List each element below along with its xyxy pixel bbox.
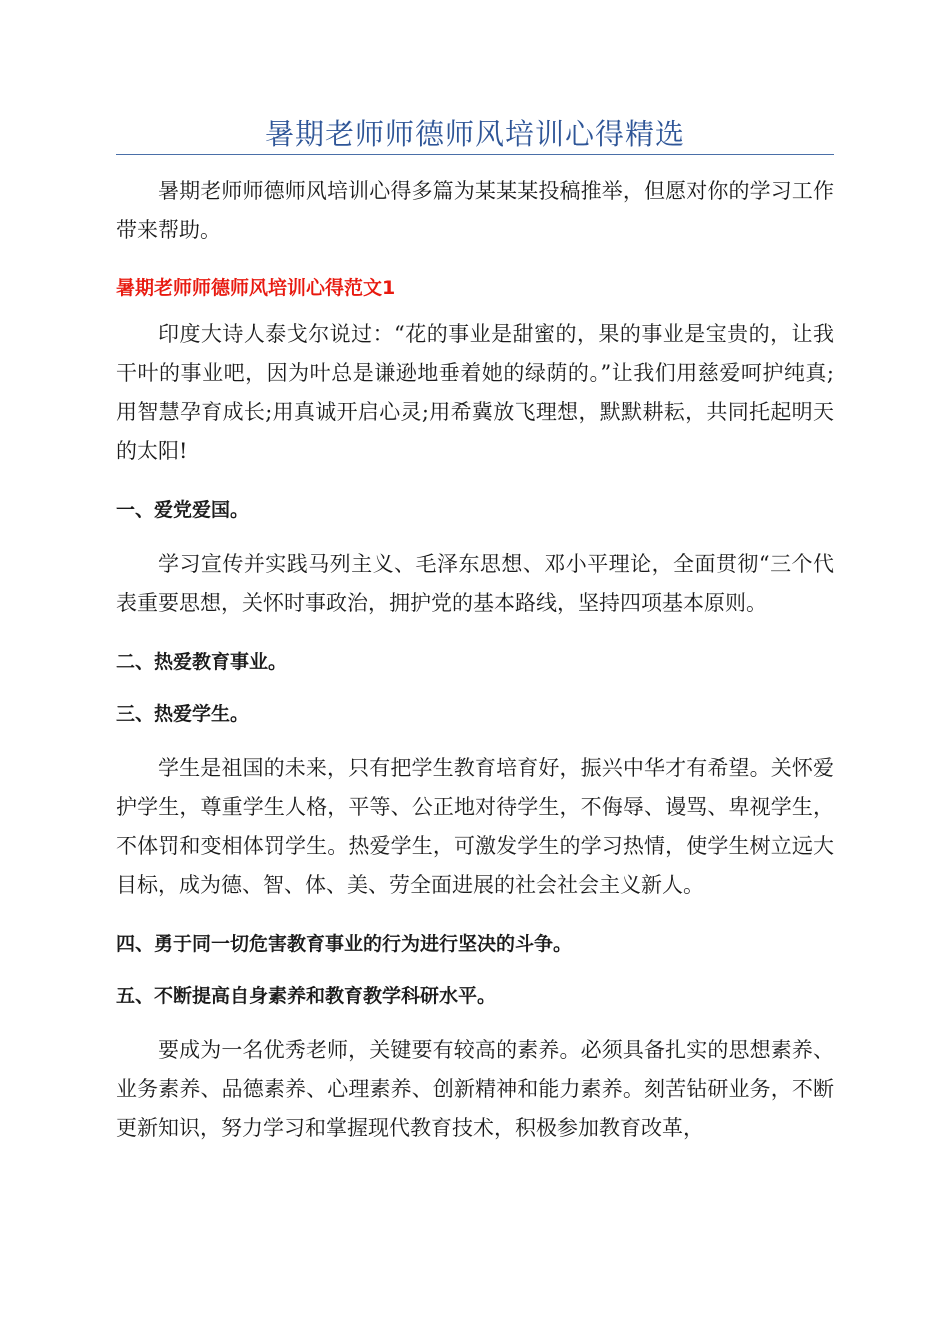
document-body bbox=[116, 172, 834, 1148]
intro-paragraph: 暑期老师师德师风培训心得多篇为某某某投稿推举，但愿对你的学习工作带来帮助。 bbox=[116, 179, 834, 242]
section-title: 暑期老师师德师风培训心得范文1 bbox=[116, 277, 396, 299]
paragraph-quote: 印度大诗人泰戈尔说过：“花的事业是甜蜜的，果的事业是宝贵的，让我干叶的事业吧，因为叶总是谦逊地垂着她的绿荫的。”让我们用慈爱呵护纯真;用智慧孕育成长;用真诚开启心灵;用希冀放飞理想，默默耕耘，共同托起明天的太阳! bbox=[116, 322, 834, 463]
paragraph-quality: 要成为一名优秀老师，关键要有较高的素养。必须具备扎实的思想素养、业务素养、品德素养、心理素养、创新精神和能力素养。刻苦钻研业务，不断更新知识，努力学习和掌握现代教育技术，积极参加教育改革， bbox=[116, 1038, 834, 1140]
heading-improve: 五、不断提高自身素养和教育教学科研水平。 bbox=[116, 985, 497, 1007]
paragraph-study: 学习宣传并实践马列主义、毛泽东思想、邓小平理论，全面贯彻“三个代表重要思想，关怀时事政治，拥护党的基本路线，坚持四项基本原则。 bbox=[116, 552, 834, 615]
heading-fight: 四、勇于同一切危害教育事业的行为进行坚决的斗争。 bbox=[116, 933, 573, 955]
paragraph-students: 学生是祖国的未来，只有把学生教育培育好，振兴中华才有希望。关怀爱护学生，尊重学生人格，平等、公正地对待学生，不侮辱、谩骂、卑视学生，不体罚和变相体罚学生。热爱学生，可激发学生的学习热情，使学生树立远大目标，成为德、智、体、美、劳全面进展的社会社会主义新人。 bbox=[116, 756, 834, 897]
heading-love-students: 三、热爱学生。 bbox=[116, 703, 250, 725]
document-title: 暑期老师师德师风培训心得精选 bbox=[264, 117, 685, 151]
heading-love-education: 二、热爱教育事业。 bbox=[116, 651, 288, 673]
title-underline bbox=[116, 154, 834, 155]
heading-love-party: 一、爱党爱国。 bbox=[116, 499, 250, 521]
